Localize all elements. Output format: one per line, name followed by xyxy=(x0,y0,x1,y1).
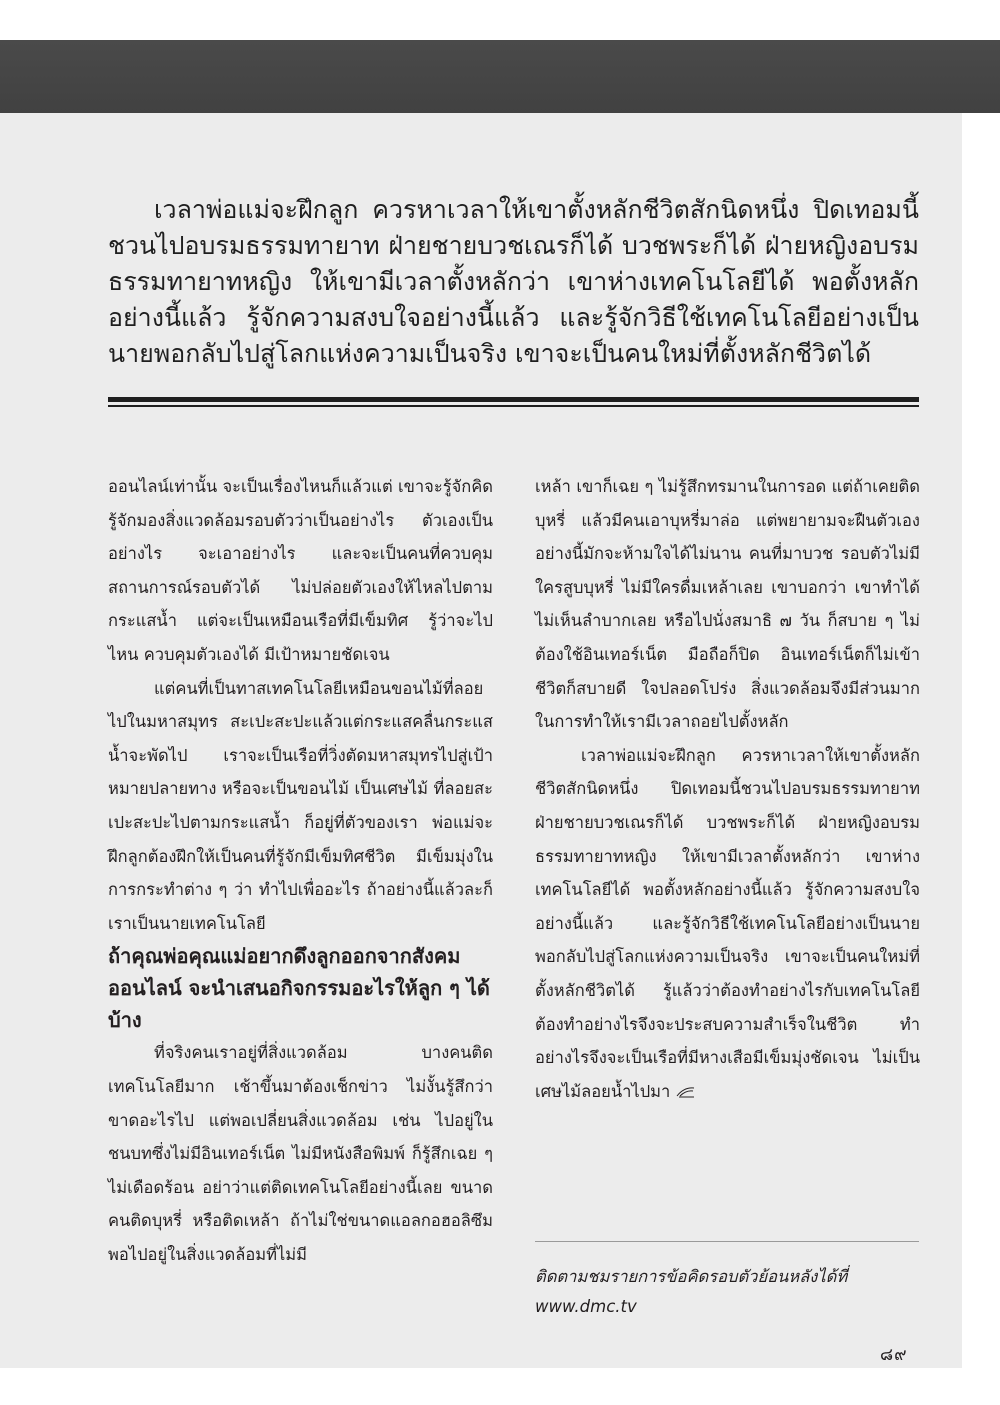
left-paragraph-1: ออนไลน์เท่านั้น จะเป็นเรื่องไหนก็แล้วแต่ เขาจะรู้จักคิด รู้จักมองสิ่งแวดล้อมรอบตัวว่าเป็นอย่างไร ตัวเองเป็นอย่างไร จะเอาอย่างไร และจะเป็นคนที่ควบคุมสถานการณ์รอบตัวได้ ไม่ปล่อยตัวเองให้ไหลไปตามกระแสน้ำ แต่จะเป็นเหมือนเรือที่มีเข็มทิศ รู้ว่าจะไปไหน ควบคุมตัวเองได้ มีเป้าหมายชัดเจน xyxy=(108,477,493,664)
footnote xyxy=(535,1262,919,1322)
right-column xyxy=(535,470,920,1108)
footnote-url[interactable]: www.dmc.tv xyxy=(535,1297,637,1316)
left-paragraph-2: แต่คนที่เป็นทาสเทคโนโลยีเหมือนขอนไม้ที่ลอยไปในมหาสมุทร สะเปะสะปะแล้วแต่กระแสคลื่นกระแสน้ำจะพัดไป เราจะเป็นเรือที่วิ่งตัดมหาสมุทรไปสู่เป้าหมายปลายทาง หรือจะเป็นขอนไม้ เป็นเศษไม้ ที่ลอยสะเปะสะปะไปตามกระแสน้ำ ก็อยู่ที่ตัวของเรา พ่อแม่จะฝึกลูกต้องฝึกให้เป็นคนที่รู้จักมีเข็มทิศชีวิต มีเข็มมุ่งในการกระทำต่าง ๆ ว่า ทำไปเพื่ออะไร ถ้าอย่างนี้แล้วละก็ เราเป็นนายเทคโนโลยี xyxy=(108,678,493,933)
footnote-text: ติดตามชมรายการข้อคิดรอบตัวย้อนหลังได้ที่ xyxy=(535,1267,848,1286)
pull-quote-rule-thin xyxy=(108,405,919,407)
right-paragraph-1: เหล้า เขาก็เฉย ๆ ไม่รู้สึกทรมานในการอด แต่ถ้าเคยติดบุหรี่ แล้วมีคนเอาบุหรี่มาล่อ แต่พยายามจะฝืนตัวเอง อย่างนี้มักจะห้ามใจได้ไม่นาน คนที่มาบวช รอบตัวไม่มีใครสูบบุหรี่ ไม่มีใครดื่มเหล้าเลย เขาบอกว่า เขาทำได้ ไม่เห็นลำบากเลย หรือไปนั่งสมาธิ ๗ วัน ก็สบาย ๆ ไม่ต้องใช้อินเทอร์เน็ต มือถือก็ปิด อินเทอร์เน็ตก็ไม่เข้า ชีวิตก็สบายดี ใจปลอดโปร่ง สิ่งแวดล้อมจึงมีส่วนมากในการทำให้เรามีเวลาถอยไปตั้งหลัก xyxy=(535,477,920,732)
top-margin xyxy=(0,0,1000,40)
header-band xyxy=(0,40,1000,113)
left-column xyxy=(108,470,493,1271)
end-of-article-icon xyxy=(676,1086,696,1098)
footnote-rule xyxy=(535,1241,919,1242)
pull-quote-rule-thick xyxy=(108,397,919,402)
page-number: ๘๙ xyxy=(880,1345,908,1365)
right-paragraph-2 xyxy=(535,739,920,1109)
right-margin xyxy=(962,113,1000,1405)
left-paragraph-3: ที่จริงคนเราอยู่ที่สิ่งแวดล้อม บางคนติดเทคโนโลยีมาก เช้าขึ้นมาต้องเช็กข่าว ไม่งั้นรู้สึกว่าขาดอะไรไป แต่พอเปลี่ยนสิ่งแวดล้อม เช่น ไปอยู่ในชนบทซึ่งไม่มีอินเทอร์เน็ต ไม่มีหนังสือพิมพ์ ก็รู้สึกเฉย ๆ ไม่เดือดร้อน อย่าว่าแต่ติดเทคโนโลยีอย่างนี้เลย ขนาดคนติดบุหรี่ หรือติดเหล้า ถ้าไม่ใช่ขนาดแอลกอฮอลิซึม พอไปอยู่ในสิ่งแวดล้อมที่ไม่มี xyxy=(108,1043,493,1264)
pull-quote: เวลาพ่อแม่จะฝึกลูก ควรหาเวลาให้เขาตั้งหลักชีวิตสักนิดหนึ่ง ปิดเทอมนี้ชวนไปอบรมธรรมทายาท ฝ่ายชายบวชเณรก็ได้ บวชพระก็ได้ ฝ่ายหญิงอบรมธรรมทายาทหญิง ให้เขามีเวลาตั้งหลักว่า เขาห่างเทคโนโลยีได้ พอตั้งหลักอย่างนี้แล้ว รู้จักความสงบใจอย่างนี้แล้ว และรู้จักวิธีใช้เทคโนโลยีอย่างเป็นนายพอกลับไปสู่โลกแห่งความเป็นจริง เขาจะเป็นคนใหม่ที่ตั้งหลักชีวิตได้ xyxy=(108,195,919,368)
question-subheading: ถ้าคุณพ่อคุณแม่อยากดึงลูกออกจากสังคมออนไลน์ จะนำเสนอกิจกรรมอะไรให้ลูก ๆ ได้บ้าง xyxy=(108,944,490,1033)
bottom-margin xyxy=(0,1368,1000,1405)
right-paragraph-2-text: เวลาพ่อแม่จะฝึกลูก ควรหาเวลาให้เขาตั้งหลักชีวิตสักนิดหนึ่ง ปิดเทอมนี้ชวนไปอบรมธรรมทายาท ฝ่ายชายบวชเณรก็ได้ บวชพระก็ได้ ฝ่ายหญิงอบรมธรรมทายาทหญิง ให้เขามีเวลาตั้งหลักว่า เขาห่างเทคโนโลยีได้ พอตั้งหลักอย่างนี้แล้ว รู้จักความสงบใจอย่างนี้แล้ว และรู้จักวิธีใช้เทคโนโลยีอย่างเป็นนาย พอกลับไปสู่โลกแห่งความเป็นจริง เขาจะเป็นคนใหม่ที่ตั้งหลักชีวิตได้ รู้แล้วว่าต้องทำอย่างไรกับเทคโนโลยี ต้องทำอย่างไรจึงจะประสบความสำเร็จในชีวิต ทำอย่างไรจึงจะเป็นเรือที่มีหางเสือมีเข็มมุ่งชัดเจน ไม่เป็นเศษไม้ลอยน้ำไปมา xyxy=(535,745,920,1101)
